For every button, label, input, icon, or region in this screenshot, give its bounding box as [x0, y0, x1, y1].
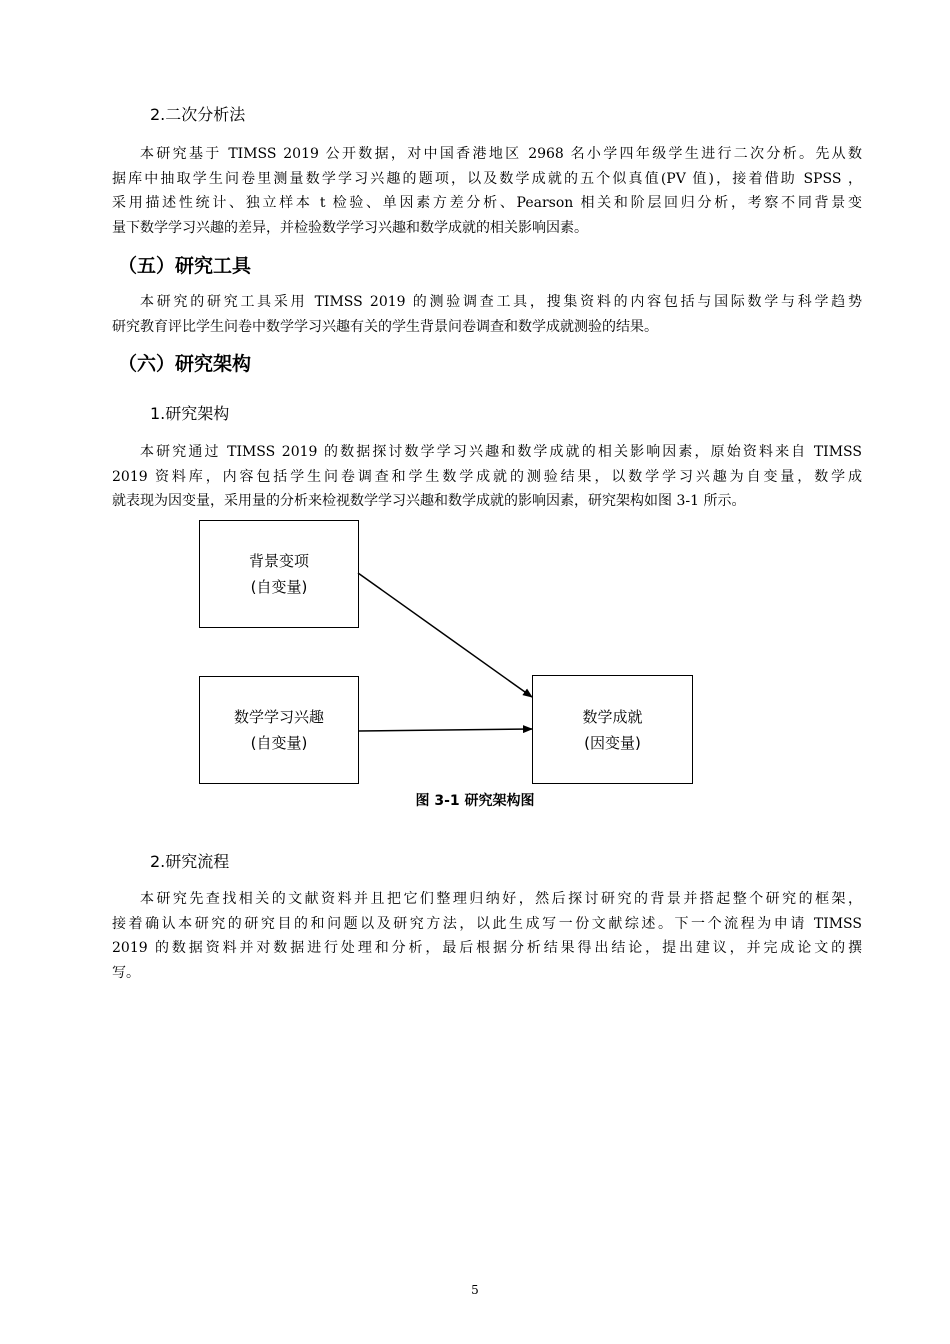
figure-caption: 图 3-1 研究架构图: [415, 793, 535, 809]
box-label: 数学学习兴趣: [233, 708, 324, 726]
text-line: 据库中抽取学生问卷里测量数学学习兴趣的题项，以及数学成就的五个似真值(PV 值)，接着借助 SPSS ，: [112, 170, 862, 187]
arrow-background-to-achievement: [358, 573, 532, 697]
box-sublabel: (自变量): [250, 578, 308, 596]
text-line: 就表现为因变量，采用量的分析来检视数学学习兴趣和数学成就的影响因素，研究架构如图 3-1 所示。: [112, 493, 746, 509]
text-line: 2019 的数据资料并对数据进行处理和分析，最后根据分析结果得出结论，提出建议，并完成论文的撰: [112, 940, 862, 956]
text-line: 研究教育评比学生问卷中数学学习兴趣有关的学生背景问卷调查和数学成就测验的结果。: [112, 318, 658, 335]
paragraph-research-tools: [112, 290, 862, 339]
text-line: 本研究基于 TIMSS 2019 公开数据，对中国香港地区 2968 名小学四年级学生进行二次分析。先从数: [140, 146, 862, 162]
section-heading-research-tools: （五）研究工具: [118, 255, 252, 277]
subsection-heading-research-process: 2.研究流程: [150, 852, 230, 871]
subsection-heading-framework: 1.研究架构: [150, 404, 230, 423]
arrow-interest-to-achievement: [358, 729, 532, 731]
box-label: 数学成就: [582, 707, 643, 726]
box-label: 背景变项: [248, 552, 309, 570]
text-line: 2019 资料库，内容包括学生问卷调查和学生数学成就的测验结果，以数学学习兴趣为自变量，数学成: [112, 468, 862, 485]
subsection-heading-secondary-analysis: 2.二次分析法: [150, 105, 246, 124]
text-line: 采用描述性统计、独立样本 t 检验、单因素方差分析、Pearson 相关和阶层回归分析，考察不同背景变: [112, 195, 862, 211]
text-line: 接着确认本研究的研究目的和问题以及研究方法，以此生成写一份文献综述。下一个流程为申请 TIMSS: [112, 915, 862, 932]
page-number: 5: [471, 1283, 479, 1297]
text-line: 本研究的研究工具采用 TIMSS 2019 的测验调查工具，搜集资料的内容包括与国际数学与科学趋势: [140, 294, 862, 310]
paragraph-framework: [112, 440, 862, 514]
text-line: 本研究先查找相关的文献资料并且把它们整理归纳好，然后探讨研究的背景并搭起整个研究的框架，: [140, 891, 862, 907]
paragraph-research-process: [112, 887, 862, 985]
section-heading-research-framework: （六）研究架构: [118, 353, 252, 375]
box-background-variables: [199, 520, 359, 628]
text-line: 量下数学学习兴趣的差异，并检验数学学习兴趣和数学成就的相关影响因素。: [112, 219, 588, 236]
text-line: 写。: [112, 964, 140, 981]
box-math-interest: [199, 676, 359, 784]
box-sublabel: (自变量): [250, 734, 308, 752]
paragraph-secondary-analysis: [112, 142, 862, 240]
box-sublabel: (因变量): [584, 733, 641, 752]
text-line: 本研究通过 TIMSS 2019 的数据探讨数学学习兴趣和数学成就的相关影响因素，原始资料来自 TIMSS: [140, 444, 862, 460]
box-math-achievement: [532, 675, 693, 784]
